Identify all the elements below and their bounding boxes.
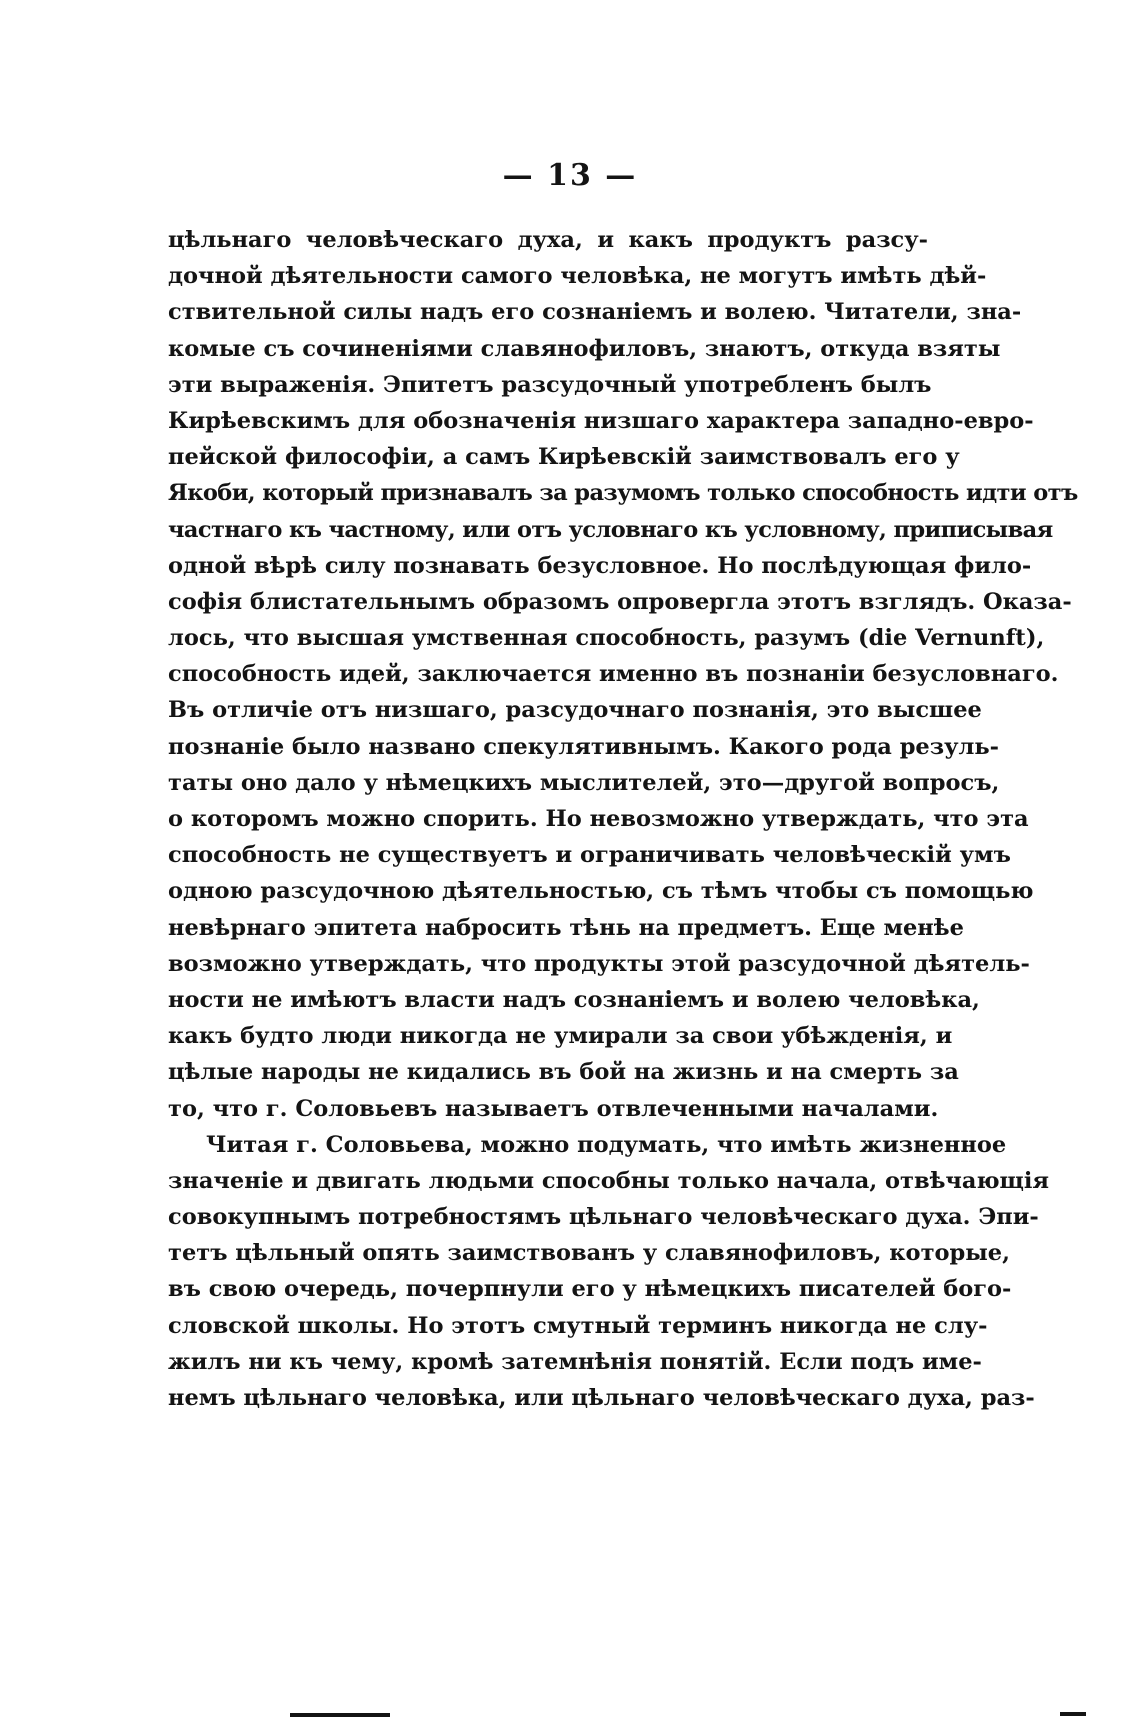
text-line: Кирѣевскимъ для обозначенія низшаго характера западно-евро- (168, 407, 1034, 434)
text-line: то, что г. Соловьевъ называетъ отвлеченными началами. (168, 1095, 939, 1122)
text-line: лось, что высшая умственная способность, разумъ (die Vernunft), (168, 625, 1045, 652)
text-line: какъ будто люди никогда не умирали за свои убѣжденія, и (168, 1023, 953, 1050)
text-line: возможно утверждать, что продукты этой разсудочной дѣятель- (168, 950, 1030, 977)
text-line: познаніе было названо спекулятивнымъ. Какого рода резуль- (168, 733, 999, 760)
text-line: невѣрнаго эпитета набросить тѣнь на предметъ. Еще менѣе (168, 914, 964, 941)
bottom-rule-right (1060, 1712, 1086, 1716)
bottom-rule-left (290, 1713, 390, 1717)
text-line: способность идей, заключается именно въ познаніи безусловнаго. (168, 661, 1059, 688)
text-line: Якоби, который признавалъ за разумомъ только способность идти отъ (168, 480, 1078, 507)
text-line: цѣльнаго человѣческаго духа, и какъ продуктъ разсу- (168, 227, 928, 253)
text-line: способность не существуетъ и ограничивать человѣческій умъ (168, 842, 1011, 869)
text-line: комые съ сочиненіями славянофиловъ, знаютъ, откуда взяты (168, 335, 1001, 362)
text-line: о которомъ можно спорить. Но невозможно утверждать, что эта (168, 806, 1029, 832)
text-line: ствительной силы надъ его сознаніемъ и волею. Читатели, зна- (168, 299, 1022, 326)
text-line: Въ отличіе отъ низшаго, разсудочнаго познанія, это высшее (168, 697, 982, 724)
text-line: въ свою очередь, почерпнули его у нѣмецкихъ писателей бого- (168, 1276, 1012, 1303)
text-line: тетъ цѣльный опять заимствованъ у славянофиловъ, которые, (168, 1240, 1010, 1267)
text-line: одною разсудочною дѣятельностью, съ тѣмъ чтобы съ помощью (168, 878, 1034, 905)
text-line: таты оно дало у нѣмецкихъ мыслителей, это—другой вопросъ, (168, 769, 1000, 796)
text-line: немъ цѣльнаго человѣка, или цѣльнаго человѣческаго духа, раз- (168, 1385, 1035, 1411)
text-line: ности не имѣютъ власти надъ сознаніемъ и волею человѣка, (168, 986, 980, 1013)
page-number: — 13 — (502, 158, 638, 193)
text-line: софія блистательнымъ образомъ опровергла этотъ взглядъ. Оказа- (168, 588, 1072, 615)
body-text (168, 222, 1078, 1416)
text-line: совокупнымъ потребностямъ цѣльнаго человѣческаго духа. Эпи- (168, 1204, 1039, 1231)
text-line: эти выраженія. Эпитетъ разсудочный употребленъ былъ (168, 371, 932, 398)
text-line: одной вѣрѣ силу познавать безусловное. Но послѣдующая фило- (168, 552, 1032, 579)
text-line: цѣлые народы не кидались въ бой на жизнь и на смерть за (168, 1059, 959, 1086)
text-line: Читая г. Соловьева, можно подумать, что имѣть жизненное (206, 1131, 1007, 1158)
text-line: дочной дѣятельности самого человѣка, не могутъ имѣть дѣй- (168, 263, 987, 290)
text-line: значеніе и двигать людьми способны только начала, отвѣчающія (168, 1167, 1050, 1194)
text-line: пейской философіи, а самъ Кирѣевскій заимствовалъ его у (168, 444, 960, 471)
text-line: словской школы. Но этотъ смутный терминъ никогда не слу- (168, 1312, 988, 1339)
text-line: жилъ ни къ чему, кромѣ затемнѣнія понятій. Если подъ име- (168, 1348, 982, 1375)
text-line: частнаго къ частному, или отъ условнаго къ условному, приписывая (168, 516, 1053, 543)
